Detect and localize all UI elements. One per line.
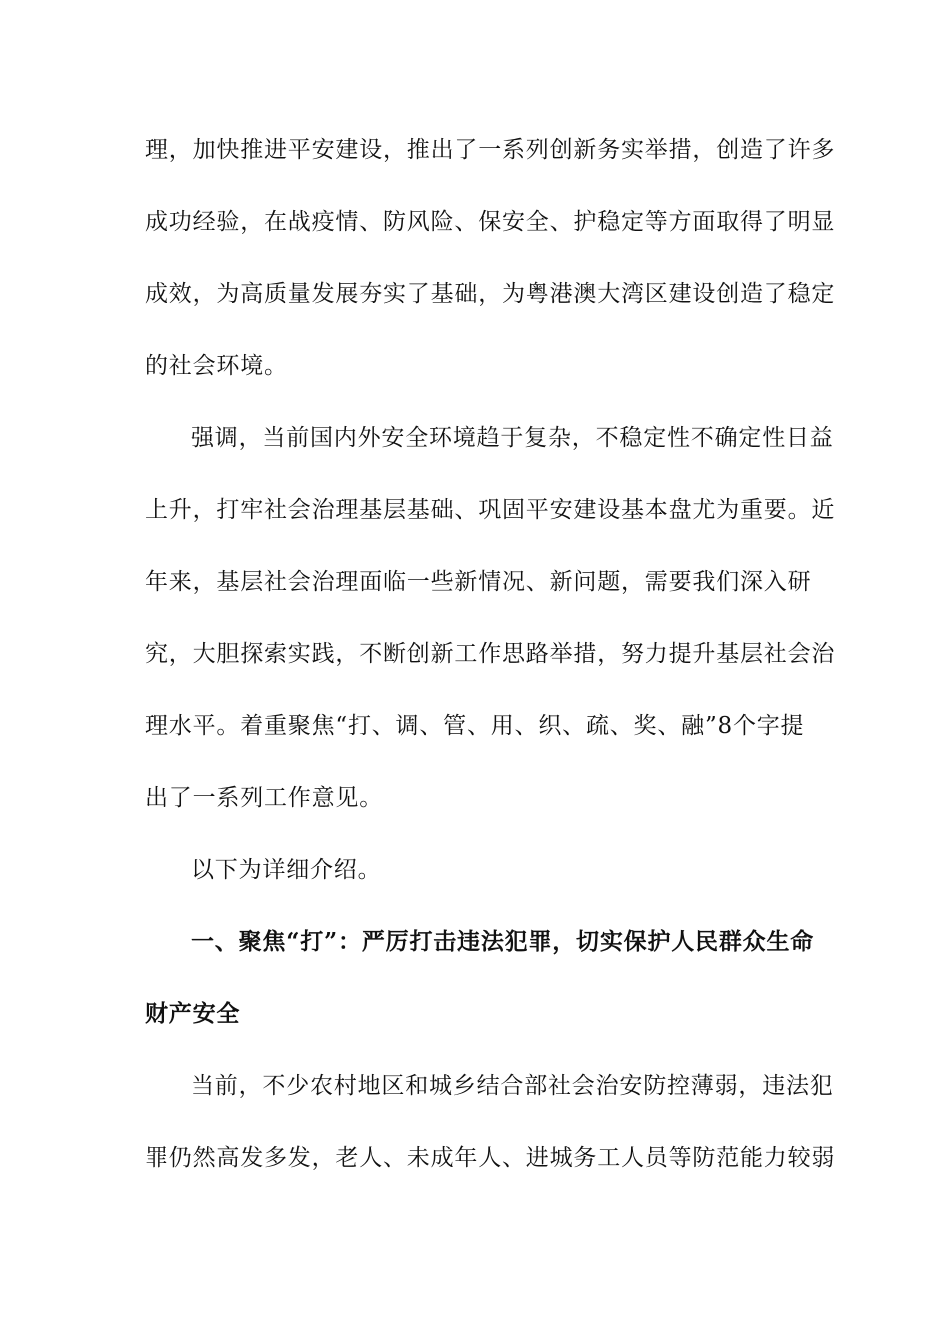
paragraph-line: 理水平。着重聚焦“打、调、管、用、织、疏、奖、融”8个字提 — [145, 713, 805, 739]
section-heading-line: 一、聚焦“打”：严厉打击违法犯罪，切实保护人民群众生命 — [191, 928, 815, 955]
paragraph-line: 以下为详细介绍。 — [191, 857, 382, 883]
paragraph-line: 上升，打牢社会治理基层基础、巩固平安建设基本盘尤为重要。近 — [145, 497, 836, 523]
paragraph-line: 年来，基层社会治理面临一些新情况、新问题，需要我们深入研 — [145, 569, 812, 595]
paragraph-line: 出了一系列工作意见。 — [145, 785, 383, 811]
paragraph-line: 罪仍然高发多发，老人、未成年人、进城务工人员等防范能力较弱 — [145, 1145, 836, 1171]
paragraph-line: 强调，当前国内外安全环境趋于复杂，不稳定性不确定性日益 — [191, 425, 834, 451]
paragraph-line: 的社会环境。 — [145, 353, 288, 379]
paragraph-line: 当前，不少农村地区和城乡结合部社会治安防控薄弱，违法犯 — [191, 1073, 834, 1099]
section-heading-line: 财产安全 — [145, 1000, 241, 1027]
paragraph-line: 理，加快推进平安建设，推出了一系列创新务实举措，创造了许多 — [145, 137, 836, 163]
paragraph-line: 成功经验，在战疫情、防风险、保安全、护稳定等方面取得了明显 — [145, 209, 836, 235]
paragraph-line: 究，大胆探索实践，不断创新工作思路举措，努力提升基层社会治 — [145, 641, 836, 667]
paragraph-line: 成效，为高质量发展夯实了基础，为粤港澳大湾区建设创造了稳定 — [145, 281, 836, 307]
document-body — [145, 124, 836, 1204]
